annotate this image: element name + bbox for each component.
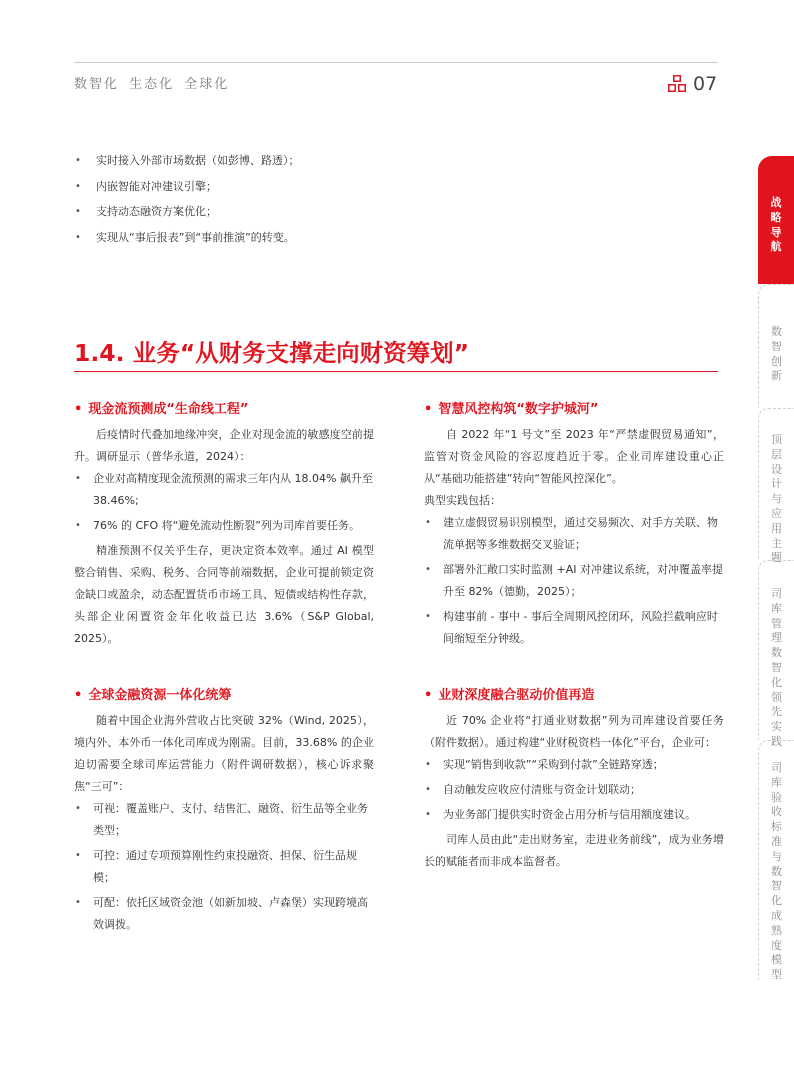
bullet-list	[424, 754, 724, 826]
header-rule	[74, 62, 718, 63]
list-item: • 企业对高精度现金流预测的需求三年内从 18.04% 飙升至 38.46%;	[75, 472, 373, 507]
bullet-list	[424, 512, 724, 650]
side-tab-digital-innovation[interactable]: 数智创新	[758, 284, 794, 408]
block-heading: • 智慧风控构筑“数字护城河”	[424, 402, 599, 417]
list-item: • 实时接入外部市场数据（如彭博、路透）；	[75, 154, 300, 167]
block-cash-forecast	[74, 400, 374, 650]
list-item: • 建立虚假贸易识别模型，通过交易频次、对手方关联、物流单据等多维数据交叉验证；	[425, 516, 718, 551]
section-title: 1.4. 业务“从财务支撑走向财资筹划”	[74, 339, 470, 367]
list-item: • 可视：覆盖账户、支付、结售汇、融资、衍生品等全业务类型；	[75, 802, 368, 837]
block-business-finance-fusion	[424, 686, 724, 873]
paragraph: 自 2022 年“1 号文”至 2023 年“严禁虚假贸易通知”，监管对资金风险的容忍度趋近于零。企业司库建设重心正从“基础功能搭建”转向“智能风控深化”。	[424, 428, 724, 485]
side-tab-strategy-navigation[interactable]: 战略导航	[758, 156, 794, 284]
list-item: • 为业务部门提供实时资金占用分析与信用额度建议。	[425, 808, 696, 821]
list-item: • 内嵌智能对冲建议引擎；	[75, 179, 217, 193]
block-heading: • 业财深度融合驱动价值再造	[424, 688, 595, 703]
side-chapter-nav	[758, 156, 794, 986]
block-global-finance	[74, 686, 374, 939]
side-tab-leading-practices[interactable]: 司库管理数智化领先实践	[758, 560, 794, 740]
intro-bullet-list	[74, 148, 714, 250]
list-item: • 支持动态融资方案优化；	[75, 205, 217, 218]
section-rule	[74, 371, 718, 372]
list-item: • 76% 的 CFO 将“避免流动性断裂”列为司库首要任务。	[75, 519, 361, 532]
bullet-list	[74, 468, 374, 537]
side-tab-top-level-design[interactable]: 顶层设计与应用主题	[758, 408, 794, 560]
block-risk-control	[424, 400, 724, 653]
list-item: • 可控：通过专项预算刚性约束投融资、担保、衍生品规模；	[75, 849, 357, 884]
page-number: 07	[693, 73, 718, 95]
block-heading: • 全球金融资源一体化统筹	[74, 688, 232, 703]
paragraph: 典型实践包括：	[424, 494, 501, 507]
side-tab-maturity-model[interactable]: 司库验收标准与数智化成熟度模型	[758, 740, 794, 980]
paragraph: 近 70% 企业将“打通业财数据”列为司库建设首要任务（附件数据）。通过构建“业财税资档一体化”平台，企业可：	[424, 714, 724, 749]
list-item: • 可配：依托区域资金池（如新加坡、卢森堡）实现跨境高效调拨。	[75, 896, 368, 931]
paragraph: 随着中国企业海外营收占比突破 32%（Wind, 2025），境内外、本外币一体化司库成为刚需。目前，33.68% 的企业迫切需要全球司库运营能力（附件调研数据），核心诉求聚焦“三可”：	[74, 714, 374, 793]
list-item: • 自动触发应收应付清账与资金计划联动；	[425, 783, 641, 796]
list-item: • 实现“销售到收款”“采购到付款”全链路穿透；	[425, 758, 664, 771]
paragraph: 精准预测不仅关乎生存，更决定资本效率。通过 AI 模型整合销售、采购、税务、合同等前端数据，企业可提前锁定资金缺口或盈余，动态配置货币市场工具、短债或结构性存款，头部企业闲置资金年化收益已达 3.6%（S&P Global, 2025）。	[74, 544, 374, 645]
header-tagline: 数智化 生态化 全球化	[74, 77, 230, 92]
cube-logo-icon	[667, 74, 689, 94]
list-item: • 部署外汇敞口实时监测 +AI 对冲建议系统，对冲覆盖率提升至 82%（德勤，2025）；	[425, 563, 723, 598]
list-item: • 构建事前 - 事中 - 事后全周期风控闭环，风险拦截响应时间缩短至分钟级。	[425, 610, 718, 645]
bullet-list	[74, 798, 374, 936]
paragraph: 司库人员由此“走出财务室，走进业务前线”，成为业务增长的赋能者而非成本监督者。	[424, 833, 724, 868]
paragraph: 后疫情时代叠加地缘冲突，企业对现金流的敏感度空前提升。调研显示（普华永道，2024）：	[74, 428, 374, 463]
block-heading: • 现金流预测成“生命线工程”	[74, 402, 249, 417]
list-item: • 实现从“事后报表”到“事前推演”的转变。	[75, 230, 295, 244]
